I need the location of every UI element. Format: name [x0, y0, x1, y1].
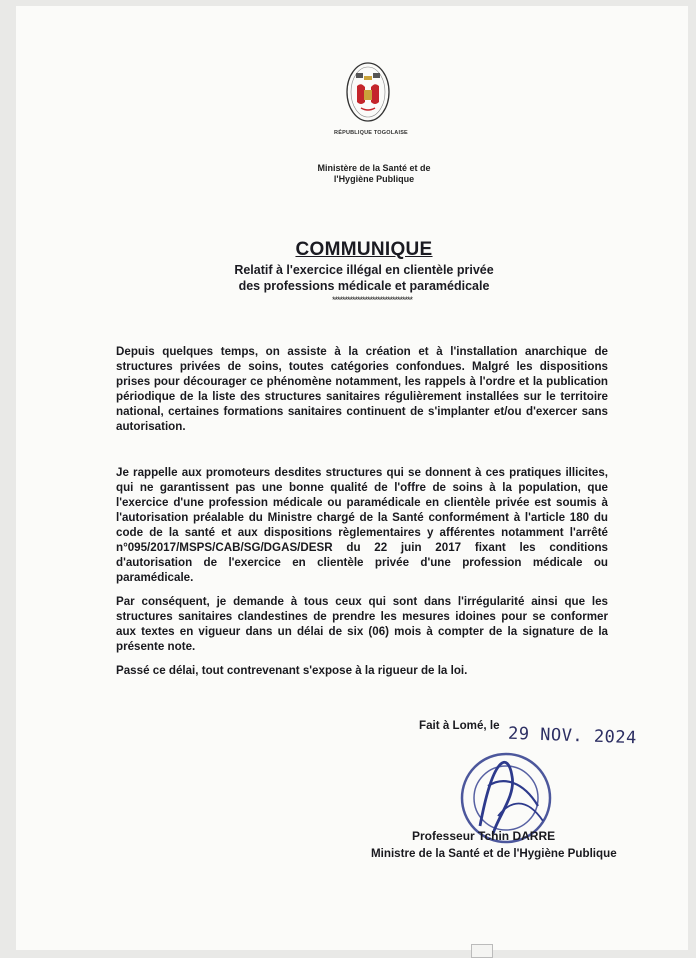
ministry-header	[306, 163, 442, 185]
signatory-title: Ministre de la Santé et de l'Hygiène Publique	[371, 847, 617, 860]
subtitle-line-1: Relatif à l'exercice illégal en clientèle privée	[234, 263, 494, 277]
signatory-name: Professeur Tchin DARRE	[412, 829, 556, 843]
document-page	[16, 6, 688, 950]
subtitle	[206, 262, 522, 294]
place-date-label: Fait à Lomé, le	[419, 719, 500, 732]
paragraph-4: Passé ce délai, tout contrevenant s'expose à la rigueur de la loi.	[116, 663, 468, 677]
coat-of-arms-emblem	[343, 60, 393, 124]
date-stamp: 29 NOV. 2024	[507, 723, 638, 749]
paragraph-3: Par conséquent, je demande à tous ceux qui sont dans l'irrégularité ainsi que les structures sanitaires clandestines de prendre les mesures idoines pour se conformer aux textes en vigueur dans un délai de six (06) mois à compter de la signature de la présente note.	[116, 594, 608, 653]
paragraph-2: Je rappelle aux promoteurs desdites structures qui se donnent à ces pratiques illicites, qui ne garantissent pas une bonne qualité de l'offre de soins à la population, que l'exercice d'une profession médicale ou paramédicale en clientèle privée est soumis à l'autorisation préalable du Ministre chargé de la Santé conformément à l'article 180 du code de la santé et aux dispositions règlementaires y afférentes notamment l'arrêté n°095/2017/MSPS/CAB/SG/DGAS/DESR du 22 juin 2017 fixant les conditions d'autorisation de l'exercice en clientèle privée d'une profession médicale ou paramédicale.	[116, 465, 608, 584]
scanner-watermark-icon	[471, 944, 493, 958]
republic-label: RÉPUBLIQUE TOGOLAISE	[334, 130, 408, 136]
subtitle-line-2: des professions médicale et paramédicale	[238, 279, 490, 293]
star-separator: ********************************	[331, 295, 413, 305]
ministry-line-2: l'Hygiène Publique	[333, 174, 415, 184]
page-title: COMMUNIQUE	[295, 239, 433, 260]
paragraph-1: Depuis quelques temps, on assiste à la création et à l'installation anarchique de structures privées de soins, toutes catégories confondues. Malgré les dispositions prises pour décourager ce phénomène notamment, les rappels à l'ordre et la publication périodique de la liste des structures sanitaires régulièrement installées sur le territoire national, certaines formations sanitaires continuent de s'implanter et/ou d'exercer sans autorisation.	[116, 344, 608, 433]
ministry-line-1: Ministère de la Santé et de	[317, 163, 431, 173]
